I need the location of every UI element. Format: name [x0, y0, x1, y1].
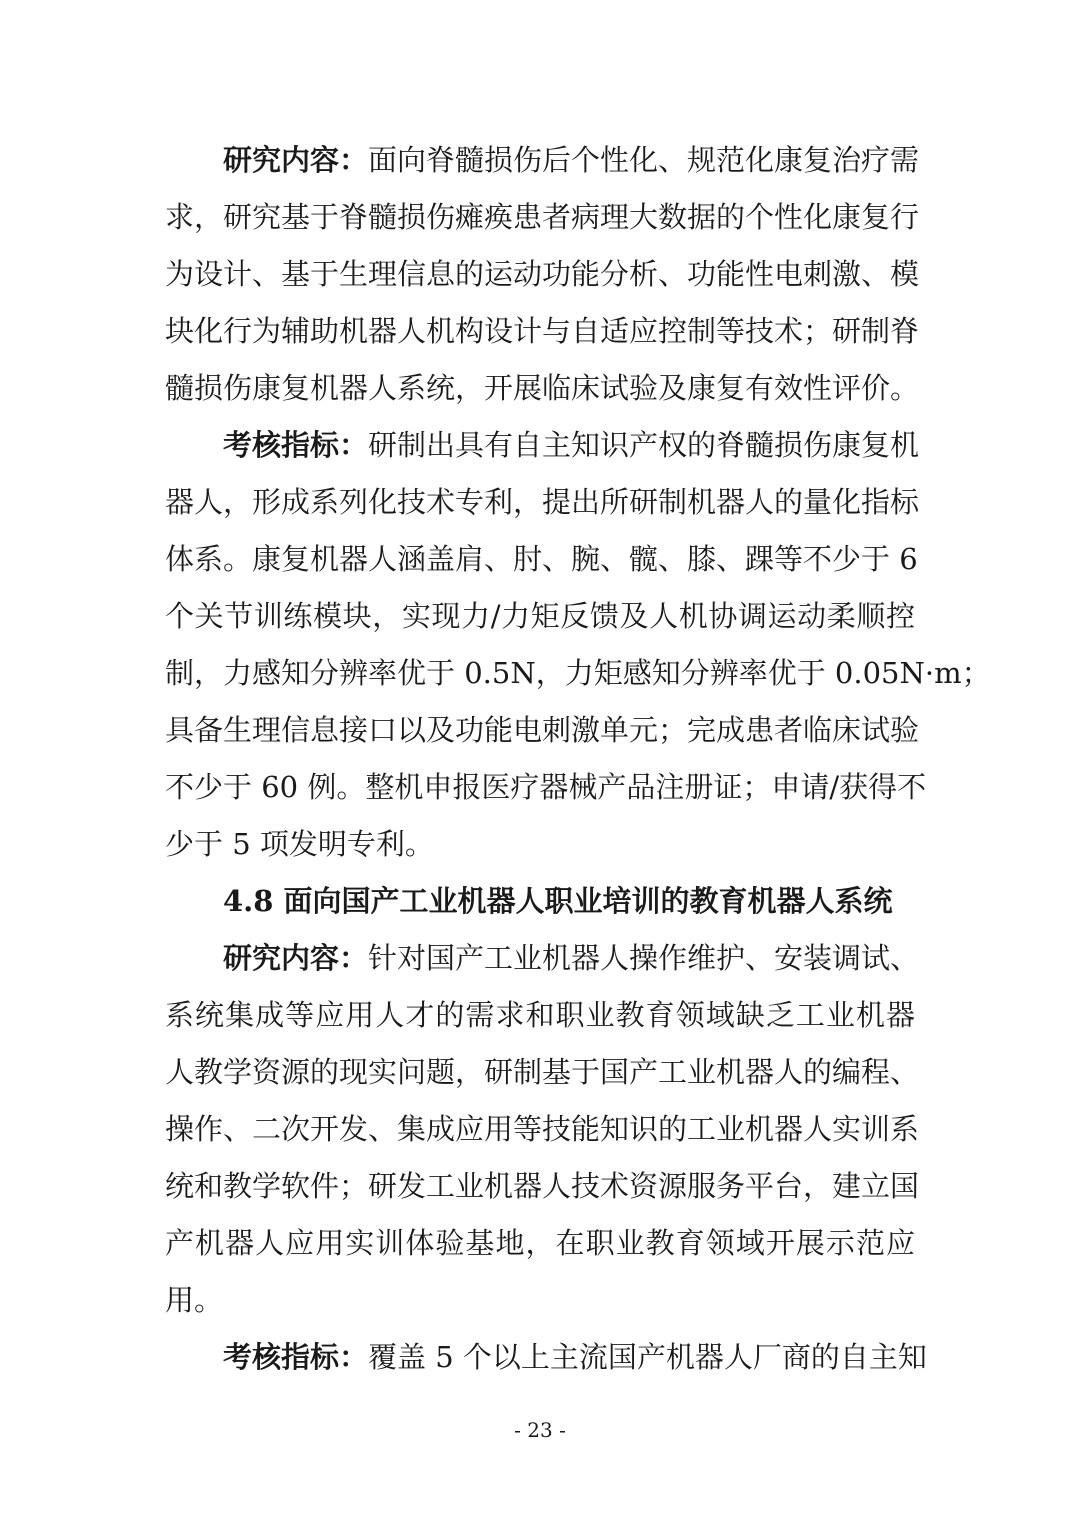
paragraph-line: 产机器人应用实训体验基地，在职业教育领域开展示范应 [165, 1226, 915, 1260]
paragraph-text: 面向脊髓损伤后个性化、规范化康复治疗需 [368, 143, 920, 177]
paragraph-line: 个关节训练模块，实现力/力矩反馈及人机协调运动柔顺控 [165, 599, 915, 633]
paragraph-line: 操作、二次开发、集成应用等技能知识的工业机器人实训系 [165, 1112, 920, 1146]
paragraph-text: 研制出具有自主知识产权的脊髓损伤康复机 [368, 428, 920, 462]
paragraph-line: 系统集成等应用人才的需求和职业教育领域缺乏工业机器 [165, 998, 915, 1032]
paragraph-label: 考核指标： [223, 428, 369, 462]
paragraph-line [223, 1336, 927, 1378]
paragraph-line: 求，研究基于脊髓损伤瘫痪患者病理大数据的个性化康复行 [165, 200, 920, 234]
paragraph-line: 体系。康复机器人涵盖肩、肘、腕、髋、膝、踝等不少于 6 [165, 542, 918, 576]
paragraph-line: 人教学资源的现实问题，研制基于国产工业机器人的编程、 [165, 1055, 920, 1089]
paragraph-text: 覆盖 5 个以上主流国产机器人厂商的自主知 [368, 1340, 927, 1374]
paragraph-line: 髓损伤康复机器人系统，开展临床试验及康复有效性评价。 [165, 371, 920, 405]
paragraph-line [223, 937, 920, 979]
paragraph-label: 研究内容： [223, 941, 369, 975]
paragraph-text: 针对国产工业机器人操作维护、安装调试、 [368, 941, 920, 975]
paragraph-label: 研究内容： [223, 143, 369, 177]
paragraph-line [223, 139, 920, 181]
paragraph-line: 不少于 60 例。整机申报医疗器械产品注册证；申请/获得不 [165, 770, 927, 804]
paragraph-line: 块化行为辅助机器人机构设计与自适应控制等技术；研制脊 [165, 314, 920, 348]
paragraph-line: 用。 [165, 1283, 224, 1317]
page-number: - 23 - [514, 1418, 566, 1442]
paragraph-line: 具备生理信息接口以及功能电刺激单元；完成患者临床试验 [165, 713, 920, 747]
paragraph-line: 器人，形成系列化技术专利，提出所研制机器人的量化指标 [165, 485, 920, 519]
paragraph-label: 考核指标： [223, 1340, 369, 1374]
section-heading: 4.8 面向国产工业机器人职业培训的教育机器人系统 [223, 884, 893, 918]
paragraph-line: 少于 5 项发明专利。 [165, 827, 434, 861]
paragraph-line [223, 424, 920, 466]
paragraph-line: 制，力感知分辨率优于 0.5N，力矩感知分辨率优于 0.05N·m； [165, 656, 991, 690]
paragraph-line: 为设计、基于生理信息的运动功能分析、功能性电刺激、模 [165, 257, 920, 291]
paragraph-line: 统和教学软件；研发工业机器人技术资源服务平台，建立国 [165, 1169, 920, 1203]
